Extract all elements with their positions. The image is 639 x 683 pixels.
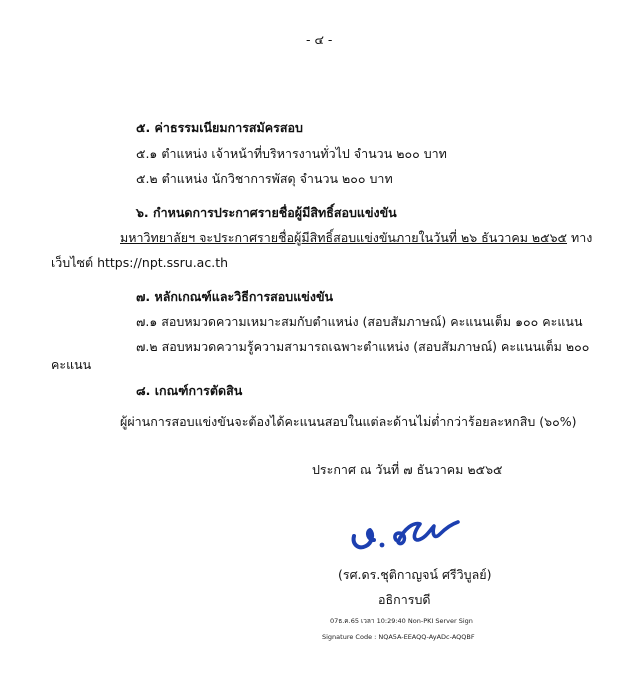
section-7-heading: ๗. หลักเกณฑ์และวิธีการสอบแข่งขัน (136, 289, 334, 304)
section-5-heading: ๕. ค่าธรรมเนียมการสมัครสอบ (136, 120, 303, 135)
digital-sign-timestamp: 07ธ.ค.65 เวลา 10:29:40 Non-PKI Server Sign (330, 617, 473, 625)
section-6-underlined-text: มหาวิทยาลัยฯ จะประกาศรายชื่อผู้มีสิทธิ์สอบแข่งขันภายในวันที่ ๒๖ ธันวาคม ๒๕๖๕ (120, 230, 568, 245)
section-6-line-2: เว็บไซต์ https://npt.ssru.ac.th (51, 255, 229, 270)
announcement-date: ประกาศ ณ วันที่ ๗ ธันวาคม ๒๕๖๕ (312, 462, 503, 477)
section-8-heading: ๘. เกณฑ์การตัดสิน (136, 383, 243, 398)
signer-title: อธิการบดี (378, 592, 431, 607)
handwritten-signature (348, 510, 468, 554)
page-number: - ๔ - (306, 32, 333, 47)
section-7-item-1: ๗.๑ สอบหมวดความเหมาะสมกับตำแหน่ง (สอบสัมภาษณ์) คะแนนเต็ม ๑๐๐ คะแนน (136, 314, 583, 329)
section-6-heading: ๖. กำหนดการประกาศรายชื่อผู้มีสิทธิ์สอบแข่งขัน (136, 205, 397, 220)
section-5-item-2: ๕.๒ ตำแหน่ง นักวิชาการพัสดุ จำนวน ๒๐๐ บาท (136, 171, 393, 186)
section-7-item-2-continued: คะแนน (51, 357, 92, 372)
signature-code: Signature Code : NQA5A-EEAQQ-AyADc-AQQBF (322, 633, 475, 641)
section-6-line-1-rest: ทาง (567, 230, 593, 245)
signer-name: (รศ.ดร.ชุติกาญจน์ ศรีวิบูลย์) (338, 567, 492, 582)
section-8-text: ผู้ผ่านการสอบแข่งขันจะต้องได้คะแนนสอบในแต่ละด้านไม่ต่ำกว่าร้อยละหกสิบ (๖๐%) (120, 414, 577, 429)
section-6-line-1 (120, 230, 592, 246)
section-5-item-1: ๕.๑ ตำแหน่ง เจ้าหน้าที่บริหารงานทั่วไป จำนวน ๒๐๐ บาท (136, 146, 447, 161)
section-7-item-2: ๗.๒ สอบหมวดความรู้ความสามารถเฉพาะตำแหน่ง (สอบสัมภาษณ์) คะแนนเต็ม ๒๐๐ (136, 339, 590, 354)
